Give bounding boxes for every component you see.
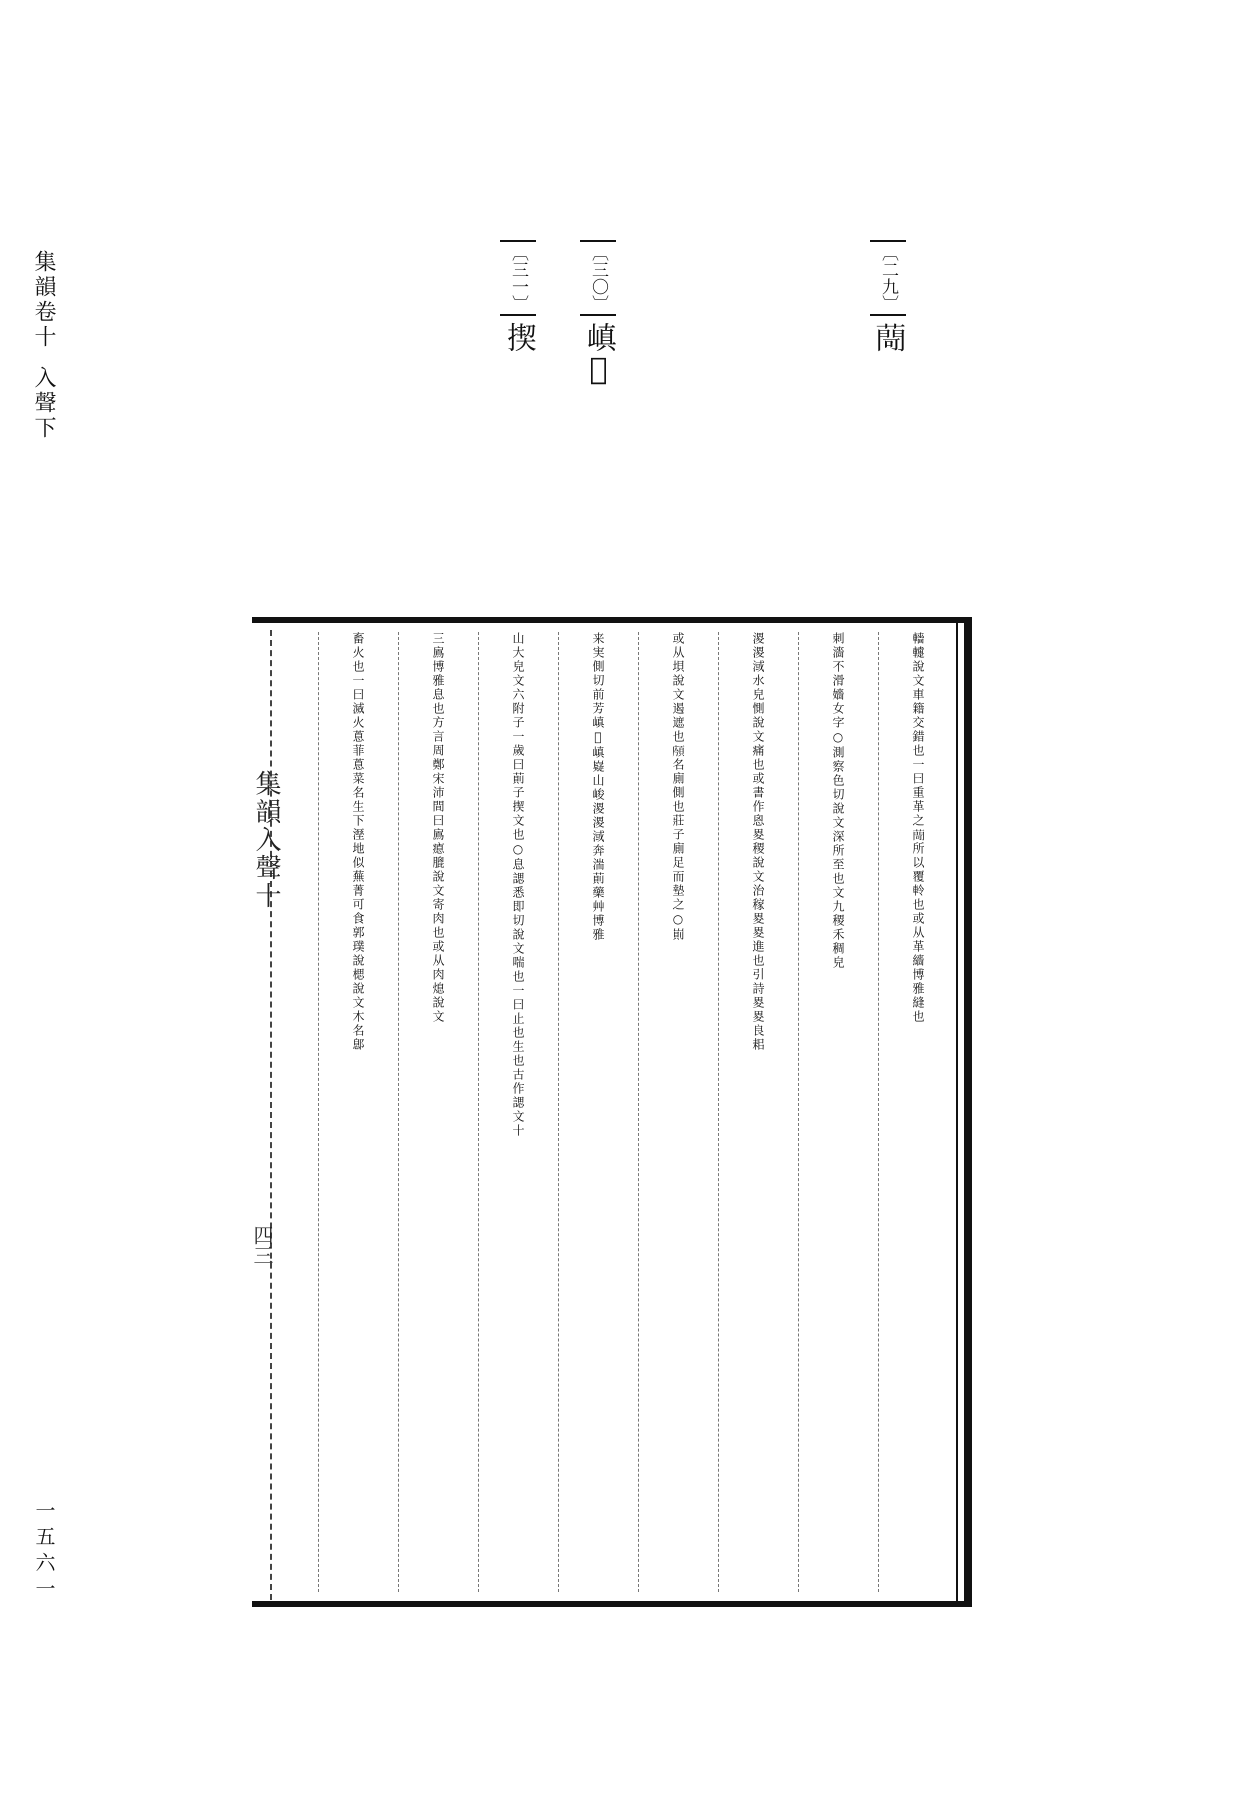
text-column	[480, 632, 556, 1592]
column-rule	[478, 632, 479, 1592]
banxin-folio: 四三	[250, 1225, 274, 1265]
note-text: 嵮𡶮	[581, 322, 616, 387]
column-text: 山大皃文六附子一歲曰萴子揳文也○息諰悉即切說文喘也一曰止也生也古作諰文十	[511, 632, 525, 1138]
section-title: 入聲下	[31, 366, 56, 441]
column-rule	[558, 632, 559, 1592]
collation-note	[580, 240, 616, 387]
note-number: 〔二九〕	[870, 240, 906, 316]
column-text: 溭溭淢水皃惻說文痛也或書作恖畟稷說文治稼畟畟進也引詩畟畟良耜	[751, 632, 765, 1052]
note-number: 〔三一〕	[500, 240, 536, 316]
column-rule	[718, 632, 719, 1592]
column-text: 来実側切前芳嵮𡶮嵮嶷山峻溭溭淢奔湍萴藥艸博雅	[591, 632, 605, 942]
column-text: 轖䡹說文車籍交錯也一曰重革之𦽅所以覆軨也或从革繬博雅縫也	[911, 632, 925, 1024]
column-text: 三鳸博雅息也方言周鄭宋沛間曰鳸瘜膍說文寄肉也或从肉熄說文	[431, 632, 445, 1024]
book-title: 集韻卷十	[31, 250, 56, 350]
column-text: 或从垻說文遏遮也𩒯名廁側也莊子廁足而墊之○崱	[671, 632, 685, 942]
text-column	[800, 632, 876, 1592]
collation-note	[500, 240, 536, 352]
note-number: 〔三〇〕	[580, 240, 616, 316]
note-text: 𦽅	[871, 322, 906, 352]
banxin-label: 集韻入聲十	[251, 770, 281, 910]
collation-note	[870, 240, 906, 352]
text-column	[560, 632, 636, 1592]
column-text: 刺濇不滑嬙女字○測察色切說文深所至也文九稷禾稠皃	[831, 632, 845, 970]
note-text: 揳	[501, 322, 536, 352]
text-column	[880, 632, 956, 1592]
column-rule	[318, 632, 319, 1592]
running-head	[28, 250, 59, 441]
column-rule	[638, 632, 639, 1592]
page-number: 一五六一	[32, 1500, 56, 1604]
text-column	[320, 632, 396, 1592]
column-rule	[798, 632, 799, 1592]
text-column	[400, 632, 476, 1592]
column-text: 畜火也一曰滅火蒠菲蒠菜名生下溼地似蕪菁可食郭璞說楒說文木名鄎	[351, 632, 365, 1052]
column-rule	[878, 632, 879, 1592]
column-rule	[398, 632, 399, 1592]
text-column	[640, 632, 716, 1592]
text-column	[720, 632, 796, 1592]
